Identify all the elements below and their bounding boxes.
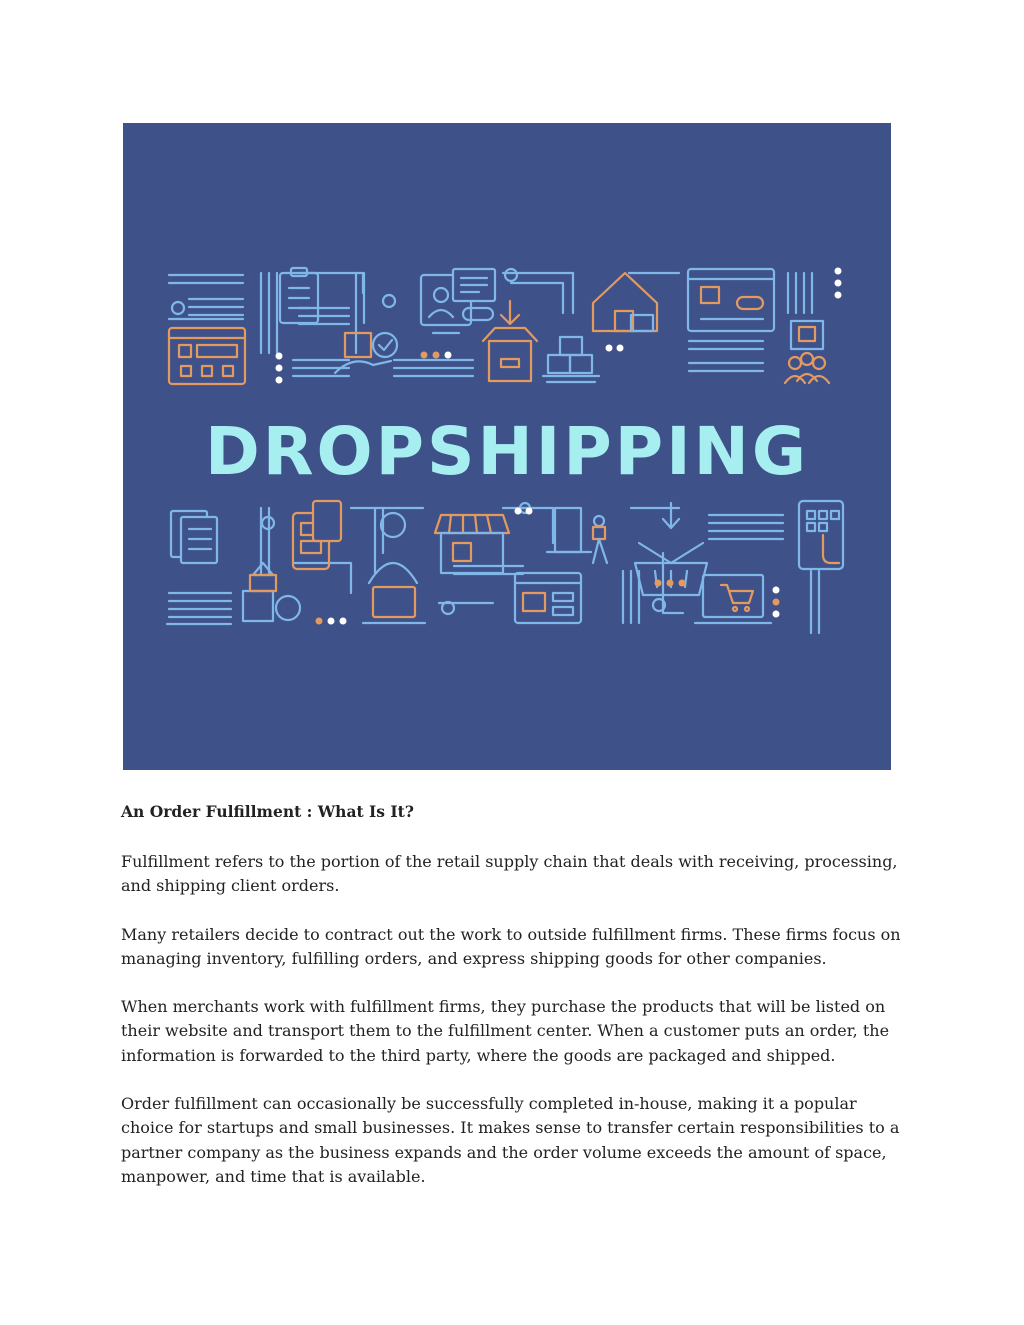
webpage-icon [169,328,245,384]
circle-mark [172,302,184,314]
mobile-shop-icon [293,501,341,569]
user-chat-icon [421,269,495,333]
laptop-user-icon [363,513,425,623]
door-delivery-icon [547,508,607,563]
article-heading: An Order Fulfillment : What Is It? [121,802,414,821]
laptop-cart-icon [695,575,771,623]
browser-delivery-icon [515,573,581,623]
boxes-dollar-icon [243,563,300,621]
article-paragraph: Fulfillment refers to the portion of the retail supply chain that deals with receiving, processing, and shipping client orders. [121,852,898,896]
article-paragraph: Order fulfillment can occasionally be successfully completed in-house, making it a popular choice for startups and small businesses. It makes sense to transfer certain responsibilities to a partner company as the business expands and the order volume exceeds the amount of space, manpower, and time that is available. [121,1094,900,1186]
hero-title: DROPSHIPPING [204,413,810,490]
box-download-icon [483,301,537,381]
team-icon [785,321,829,383]
documents-icon [171,511,217,563]
pay-browser-icon [688,269,774,331]
article [121,800,911,1213]
house-boxes-icon [593,273,657,331]
hero-illustration [123,123,891,770]
tablet-touch-icon [799,501,843,569]
storefront-icon [435,515,509,573]
article-paragraph: Many retailers decide to contract out the work to outside fulfillment firms. These firms focus on managing inventory, fulfilling orders, and express shipping goods for other companies. [121,924,901,968]
clipboard-icon [280,268,318,323]
pallet-boxes-icon [543,337,599,382]
article-paragraph: When merchants work with fulfillment firms, they purchase the products that will be listed on their website and transport them to the fulfillment center. When a customer puts an order, the information is forwarded to the third party, where the goods are packaged and shipped. [121,997,890,1065]
